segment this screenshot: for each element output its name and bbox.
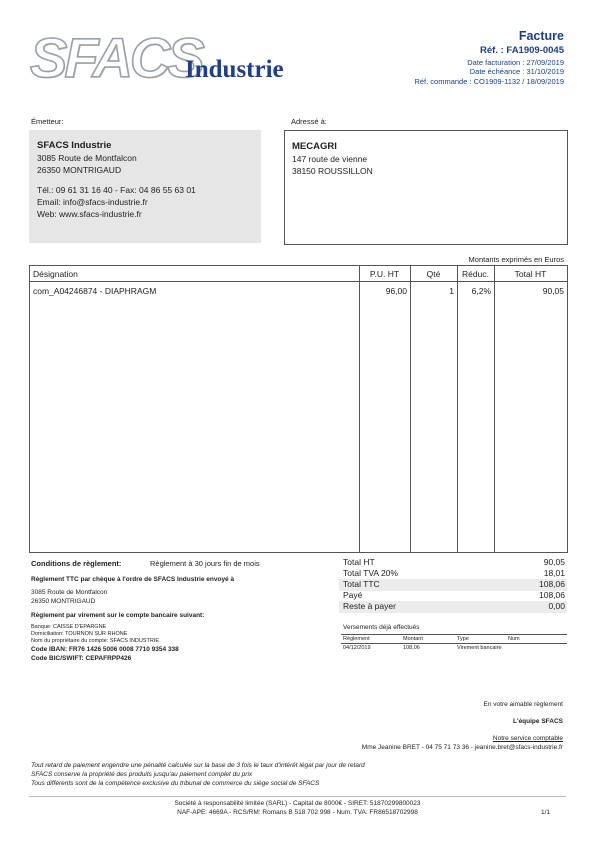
sender-label: Émetteur: <box>31 117 64 126</box>
legal-line1: Tout retard de paiement engendre une pénalité calculée sur la base de 3 fois le taux d'intérêt légal par jour de retard <box>31 762 365 769</box>
company-logo-suffix: Industrie <box>185 56 284 83</box>
total-ttc-label: Total TTC <box>343 579 380 589</box>
footer-registration-info: NAF-APE: 4669A - RCS/RM: Romans B 518 702 998 - Num. TVA: FR86518702998 <box>177 809 418 816</box>
row-total: 90,05 <box>542 286 564 296</box>
transfer-instructions: Règlement par virement sur le compte bancaire suivant: <box>31 612 205 619</box>
team-signature: L'équipe SFACS <box>513 718 563 725</box>
row-unit-price: 96,00 <box>385 286 407 296</box>
paid-value: 108,06 <box>539 590 565 600</box>
payments-col-reglement: Règlement <box>343 636 370 642</box>
currency-note: Montants exprimés en Euros <box>468 255 564 264</box>
bic-code: Code BIC/SWIFT: CEPAFRPP426 <box>31 655 132 662</box>
payment-amount: 108,06 <box>403 645 420 651</box>
order-ref: Réf. commande : CO1909-1132 / 18/09/2019 <box>414 77 564 86</box>
column-divider <box>494 266 495 552</box>
payments-title: Versements déjà effectués <box>343 624 420 631</box>
due-date: Date échéance : 31/10/2019 <box>469 67 564 76</box>
total-ht-label: Total HT <box>343 557 375 567</box>
invoice-date: Date facturation : 27/09/2019 <box>467 58 564 67</box>
col-header-quantity: Qté <box>426 269 441 279</box>
payment-terms-label: Conditions de règlement: <box>31 559 122 568</box>
column-divider <box>410 266 411 552</box>
cheque-address-line1: 3085 Route de Montfalcon <box>31 589 108 596</box>
row-quantity: 1 <box>449 286 454 296</box>
document-title: Facture <box>518 29 564 43</box>
payments-divider <box>341 643 567 644</box>
closing-text: En votre aimable règlement <box>483 701 563 708</box>
footer-company-info: Société à responsabilité limitée (SARL) - Capital de 8000€ - SIRET: 51870299800023 <box>174 800 421 807</box>
payment-terms-value: Règlement à 30 jours fin de mois <box>150 559 260 568</box>
bank-domiciliation: Domiciliation: TOURNON SUR RHONE <box>31 631 128 637</box>
iban-code: Code IBAN: FR76 1426 5006 0008 7710 9354 338 <box>31 646 179 653</box>
sender-address-line1: 3085 Route de Montfalcon <box>37 153 137 163</box>
row-designation: com_A04246874 - DIAPHRAGM <box>33 286 157 296</box>
cheque-instructions: Règlement TTC par chèque à l'ordre de SFACS Industrie envoyé à <box>31 576 235 583</box>
col-header-unit-price: P.U. HT <box>369 269 400 279</box>
payment-date: 04/12/2019 <box>343 645 371 651</box>
balance-due-value: 0,00 <box>548 601 565 611</box>
recipient-box <box>284 130 568 245</box>
sender-box <box>29 130 261 243</box>
payments-divider <box>341 634 567 635</box>
items-table <box>29 265 568 553</box>
recipient-name: MECAGRI <box>292 141 337 152</box>
sender-website: Web: www.sfacs-industrie.fr <box>37 209 142 219</box>
balance-due-label: Reste à payer <box>343 601 396 611</box>
total-tva-value: 18,01 <box>543 568 565 578</box>
table-header-divider <box>30 281 567 282</box>
col-header-total: Total HT <box>514 269 547 279</box>
col-header-discount: Réduc. <box>462 269 489 279</box>
sender-address-line2: 26350 MONTRIGAUD <box>37 165 122 175</box>
sender-name: SFACS Industrie <box>37 140 112 151</box>
accounting-service: Notre service comptable <box>492 735 563 742</box>
bank-name: Banque: CAISSE D'EPARGNE <box>31 624 107 630</box>
accounting-contact: Mme Jeanine BRET - 04 75 71 73 36 - jeanine.bret@sfacs-industrie.fr <box>361 744 563 751</box>
total-ht-value: 90,05 <box>543 557 565 567</box>
paid-label: Payé <box>343 590 363 600</box>
invoice-ref: Réf. : FA1909-0045 <box>480 45 564 56</box>
balance-due-row <box>339 601 567 613</box>
col-header-designation: Désignation <box>33 269 78 279</box>
payments-col-num: Num <box>508 636 520 642</box>
total-ttc-value: 108,06 <box>539 579 565 589</box>
sender-email: Email: info@sfacs-industrie.fr <box>37 197 148 207</box>
company-logo: SFACS <box>30 26 202 89</box>
payment-type: Virement bancaire <box>457 645 502 651</box>
page-number: 1/1 <box>540 809 550 816</box>
recipient-address-line1: 147 route de vienne <box>292 154 368 164</box>
payments-col-type: Type <box>457 636 469 642</box>
payments-col-montant: Montant <box>403 636 423 642</box>
column-divider <box>359 266 360 552</box>
table-row <box>30 286 567 298</box>
recipient-label: Adressé à: <box>291 117 327 126</box>
legal-line2: SFACS conserve la propriété des produits jusqu'au paiement complet du prix <box>31 771 253 778</box>
cheque-address-line2: 26350 MONTRIGAUD <box>31 598 96 605</box>
row-discount: 6,2% <box>471 286 491 296</box>
legal-line3: Tous différents sont de la compétence exclusive du tribunal de commerce du siège social de SFACS <box>31 780 320 787</box>
column-divider <box>457 266 458 552</box>
account-owner: Nom du propriétaire du compte: SFACS INDUSTRIE <box>31 638 160 644</box>
recipient-address-line2: 38150 ROUSSILLON <box>292 166 373 176</box>
total-tva-label: Total TVA 20% <box>343 568 398 578</box>
footer-divider <box>29 796 566 797</box>
sender-phone: Tél.: 09 61 31 16 40 - Fax: 04 86 55 63 01 <box>37 185 196 195</box>
